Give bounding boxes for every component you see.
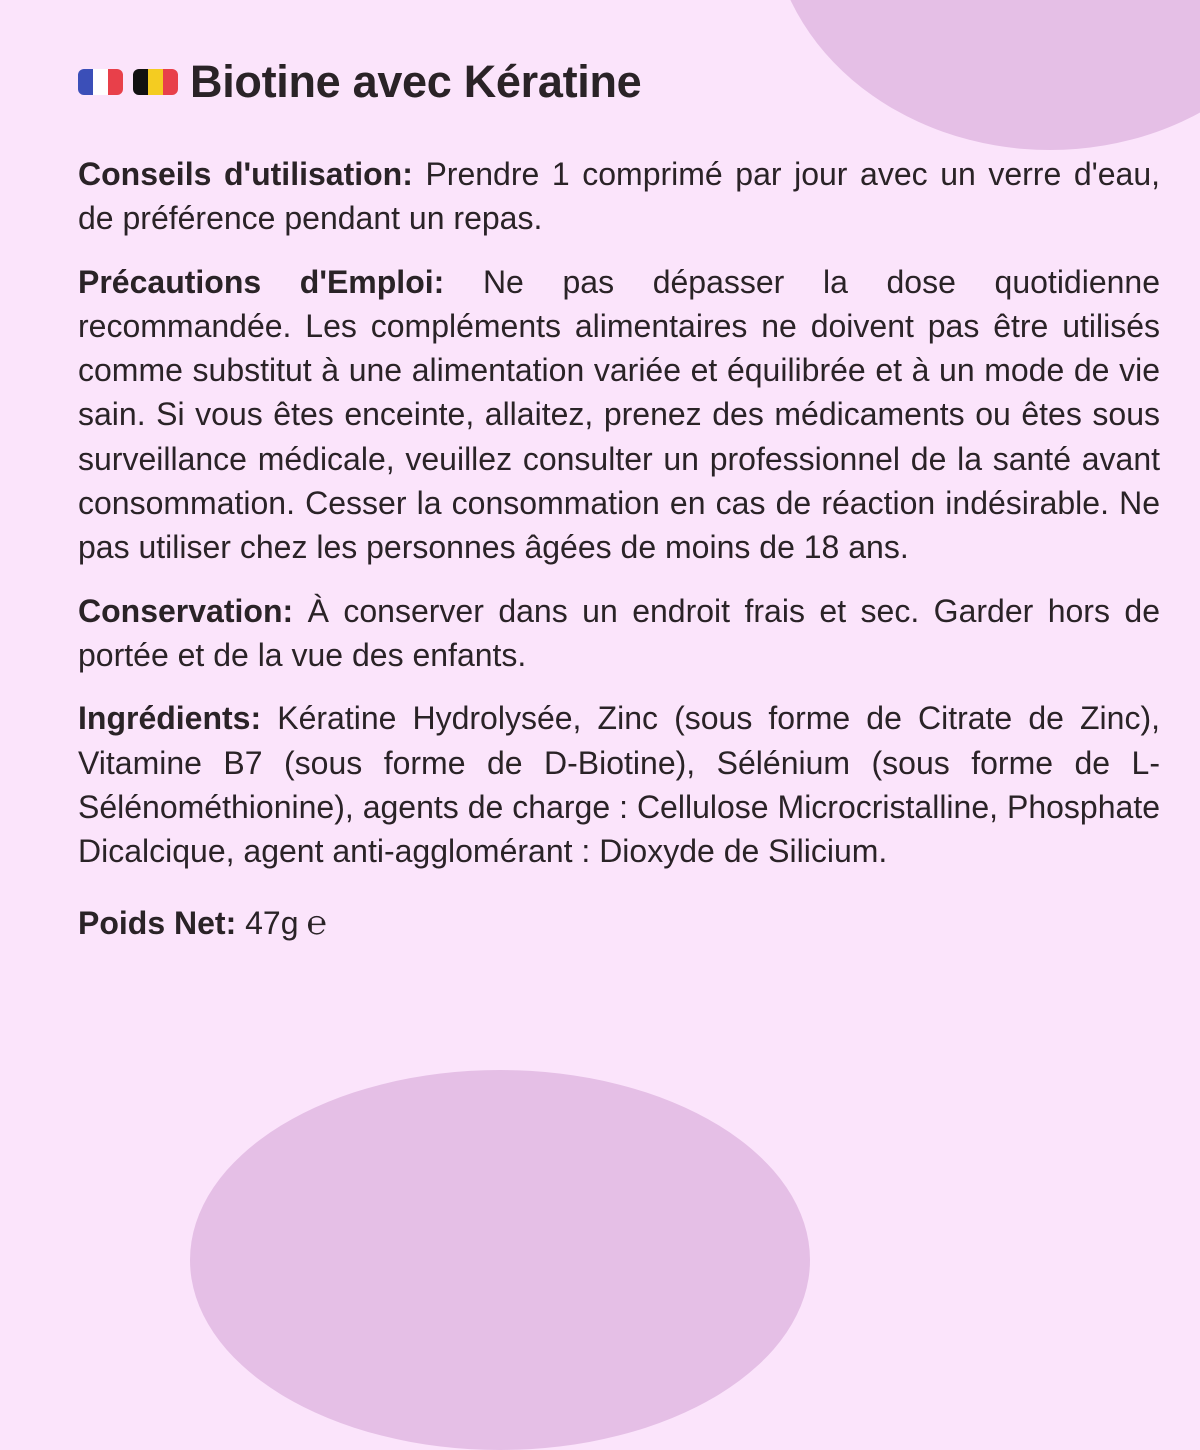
usage-advice-section — [78, 152, 1160, 241]
storage-label: Conservation: — [78, 592, 294, 629]
belgium-flag-icon — [133, 69, 178, 95]
france-flag-icon — [78, 69, 123, 95]
header — [78, 52, 1160, 112]
page-title: Biotine avec Kératine — [190, 56, 642, 107]
net-weight-section — [78, 901, 1160, 945]
net-weight-label: Poids Net: — [78, 905, 237, 942]
net-weight-value: 47g — [245, 905, 299, 942]
storage-text: À conserver dans un endroit frais et sec. Garder hors de portée et de la vue des enfants. — [78, 592, 1161, 673]
ingredients-label: Ingrédients: — [78, 700, 262, 737]
usage-advice-label: Conseils d'utilisation: — [78, 156, 413, 192]
precautions-label: Précautions d'Emploi: — [78, 263, 445, 300]
estimated-sign-icon: ℮ — [306, 903, 327, 944]
usage-advice-text: Prendre 1 comprimé par jour avec un verre d'eau, de préférence pendant un repas. — [78, 156, 1161, 237]
ingredients-text: Kératine Hydrolysée, Zinc (sous forme de Citrate de Zinc), Vitamine B7 (sous forme de D-Biotine), Sélénium (sous forme de L-Sélénométhionine), agents de charge : Cellulose Microcristalline, Phosphate Dicalcique, agent anti-agglomérant : Dioxyde de Silicium. — [78, 700, 1161, 870]
precautions-section — [78, 260, 1160, 570]
storage-section — [78, 589, 1160, 678]
product-info-panel — [78, 52, 1160, 946]
precautions-text: Ne pas dépasser la dose quotidienne recommandée. Les compléments alimentaires ne doivent pas être utilisés comme substitut à une alimentation variée et équilibrée et à un mode de vie sain. Si vous êtes enceinte, allaitez, prenez des médicaments ou êtes sous surveillance médicale, veuillez consulter un professionnel de la santé avant consommation. Cesser la consommation en cas de réaction indésirable. Ne pas utiliser chez les personnes âgées de moins de 18 ans. — [78, 263, 1161, 566]
ingredients-section — [78, 696, 1160, 873]
decorative-circle-bottom — [190, 1070, 810, 1450]
